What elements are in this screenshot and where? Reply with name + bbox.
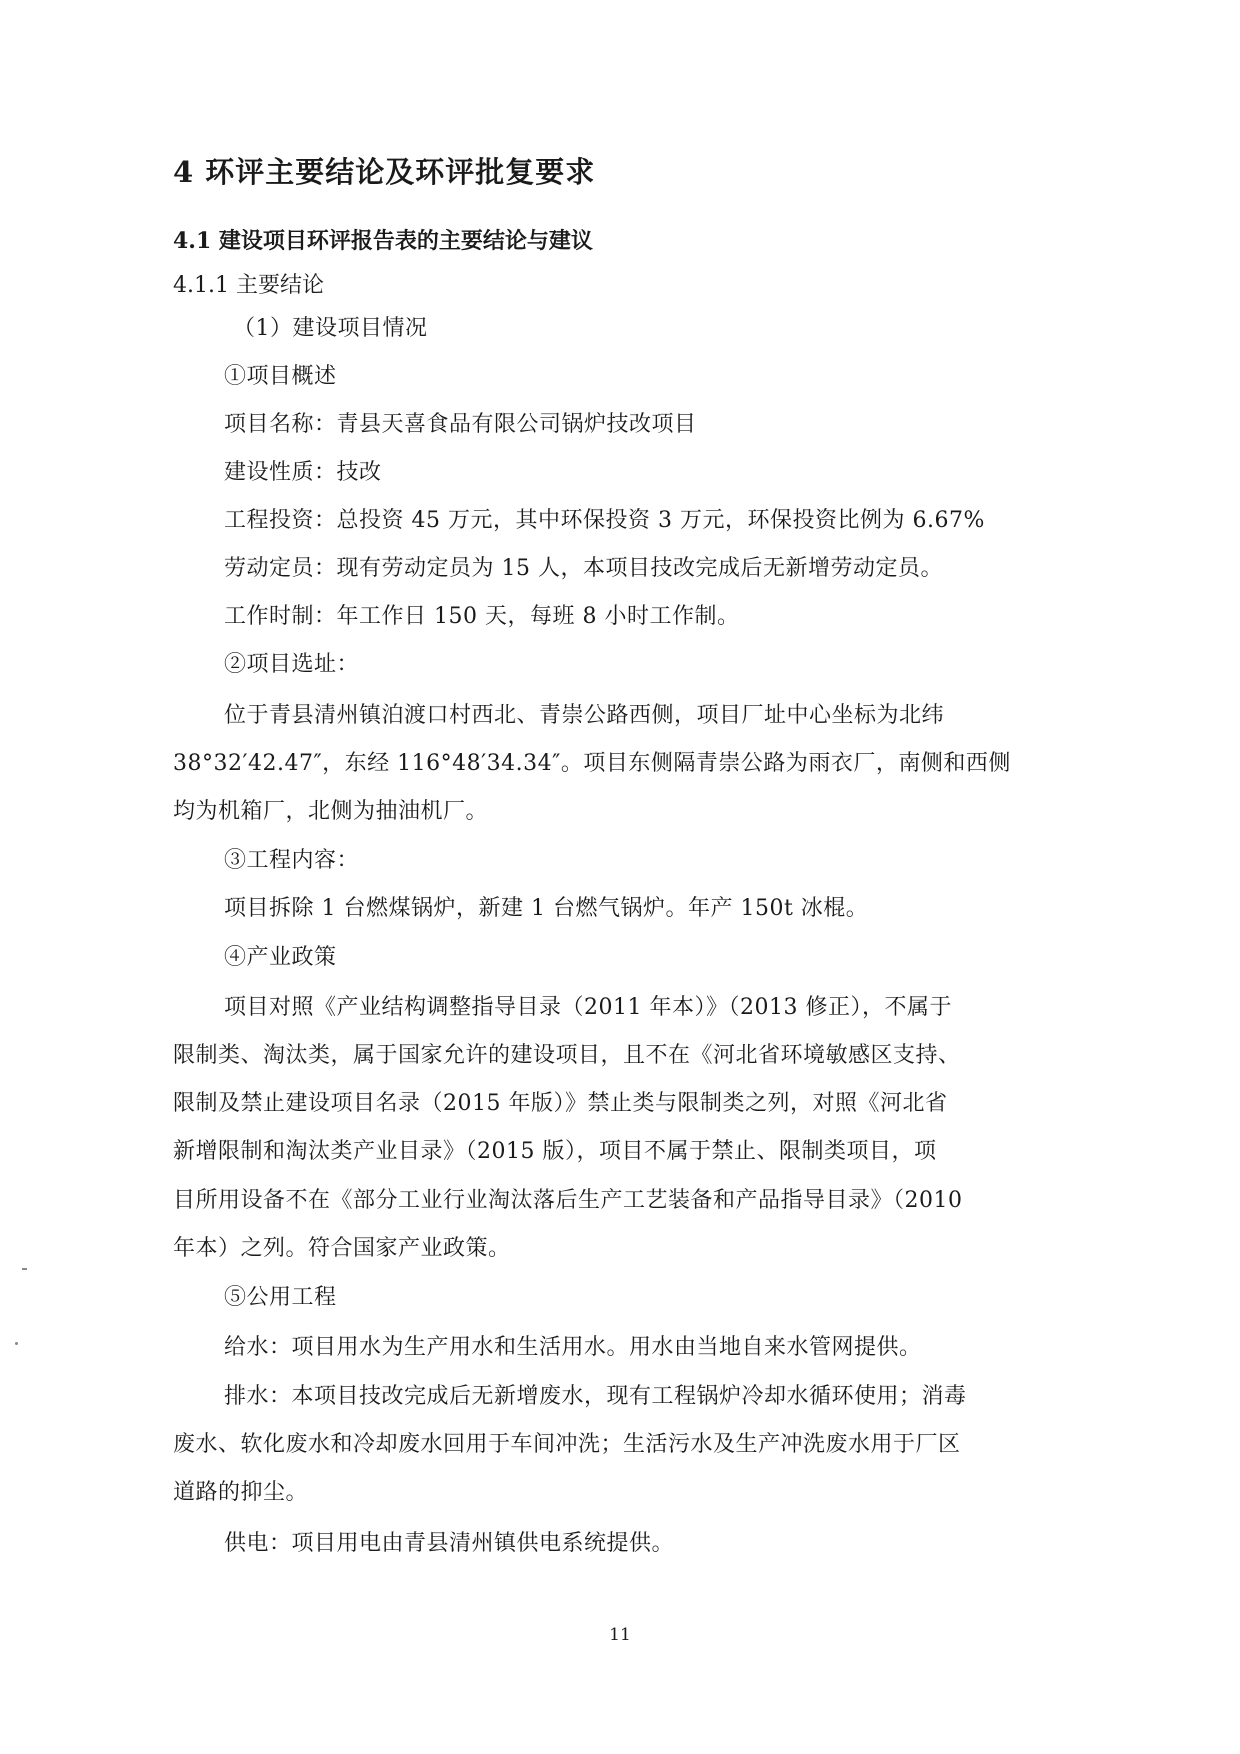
paragraph-line: 年本）之列。符合国家产业政策。: [173, 1236, 511, 1261]
item-heading-utilities: ⑤公用工程: [224, 1285, 337, 1310]
paragraph-line: 限制及禁止建设项目名录（2015 年版）》禁止类与限制类之列，对照《河北省: [173, 1091, 948, 1116]
chapter-heading: 4 环评主要结论及环评批复要求: [173, 155, 596, 189]
scan-speck: [15, 1342, 18, 1345]
project-name-line: 项目名称：青县天喜食品有限公司锅炉技改项目: [224, 412, 697, 437]
item-heading-content: ③工程内容：: [224, 848, 360, 873]
water-supply-line: 给水：项目用水为生产用水和生活用水。用水由当地自来水管网提供。: [224, 1335, 922, 1360]
paragraph-line: 38°32′42.47″，东经 116°48′34.34″。项目东侧隔青崇公路为雨衣厂，南侧和西侧: [173, 751, 1011, 776]
section-heading: 4.1 建设项目环评报告表的主要结论与建议: [173, 228, 593, 254]
item-heading-policy: ④产业政策: [224, 945, 337, 970]
item-heading-site: ②项目选址：: [224, 652, 360, 677]
paragraph-line: 均为机箱厂，北侧为抽油机厂。: [173, 799, 489, 824]
staffing-line: 劳动定员：现有劳动定员为 15 人，本项目技改完成后无新增劳动定员。: [224, 556, 943, 581]
page-number: 11: [609, 1625, 631, 1645]
work-schedule-line: 工作时制：年工作日 150 天，每班 8 小时工作制。: [224, 604, 740, 629]
item-heading-construction: （1）建设项目情况: [233, 316, 428, 341]
drainage-line: 排水：本项目技改完成后无新增废水，现有工程锅炉冷却水循环使用；消毒: [224, 1384, 967, 1409]
power-supply-line: 供电：项目用电由青县清州镇供电系统提供。: [224, 1531, 675, 1556]
paragraph-line: 目所用设备不在《部分工业行业淘汰落后生产工艺装备和产品指导目录》（2010: [173, 1188, 963, 1213]
paragraph-line: 限制类、淘汰类，属于国家允许的建设项目，且不在《河北省环境敏感区支持、: [173, 1043, 961, 1068]
item-heading-overview: ①项目概述: [224, 364, 337, 389]
subsection-heading: 4.1.1 主要结论: [173, 273, 324, 298]
paragraph-line: 项目拆除 1 台燃煤锅炉，新建 1 台燃气锅炉。年产 150t 冰棍。: [224, 896, 869, 921]
paragraph-line: 废水、软化废水和冷却废水回用于车间冲洗；生活污水及生产冲洗废水用于厂区: [173, 1432, 961, 1457]
paragraph-line: 位于青县清州镇泊渡口村西北、青崇公路西侧，项目厂址中心坐标为北纬: [224, 703, 945, 728]
construction-nature-line: 建设性质：技改: [224, 460, 382, 485]
investment-line: 工程投资：总投资 45 万元，其中环保投资 3 万元，环保投资比例为 6.67%: [224, 508, 985, 533]
paragraph-line: 项目对照《产业结构调整指导目录（2011 年本）》（2013 修正），不属于: [224, 995, 952, 1020]
paragraph-line: 道路的抑尘。: [173, 1480, 309, 1505]
paragraph-line: 新增限制和淘汰类产业目录》（2015 版），项目不属于禁止、限制类项目，项: [173, 1139, 937, 1164]
scan-speck: [22, 1268, 27, 1270]
